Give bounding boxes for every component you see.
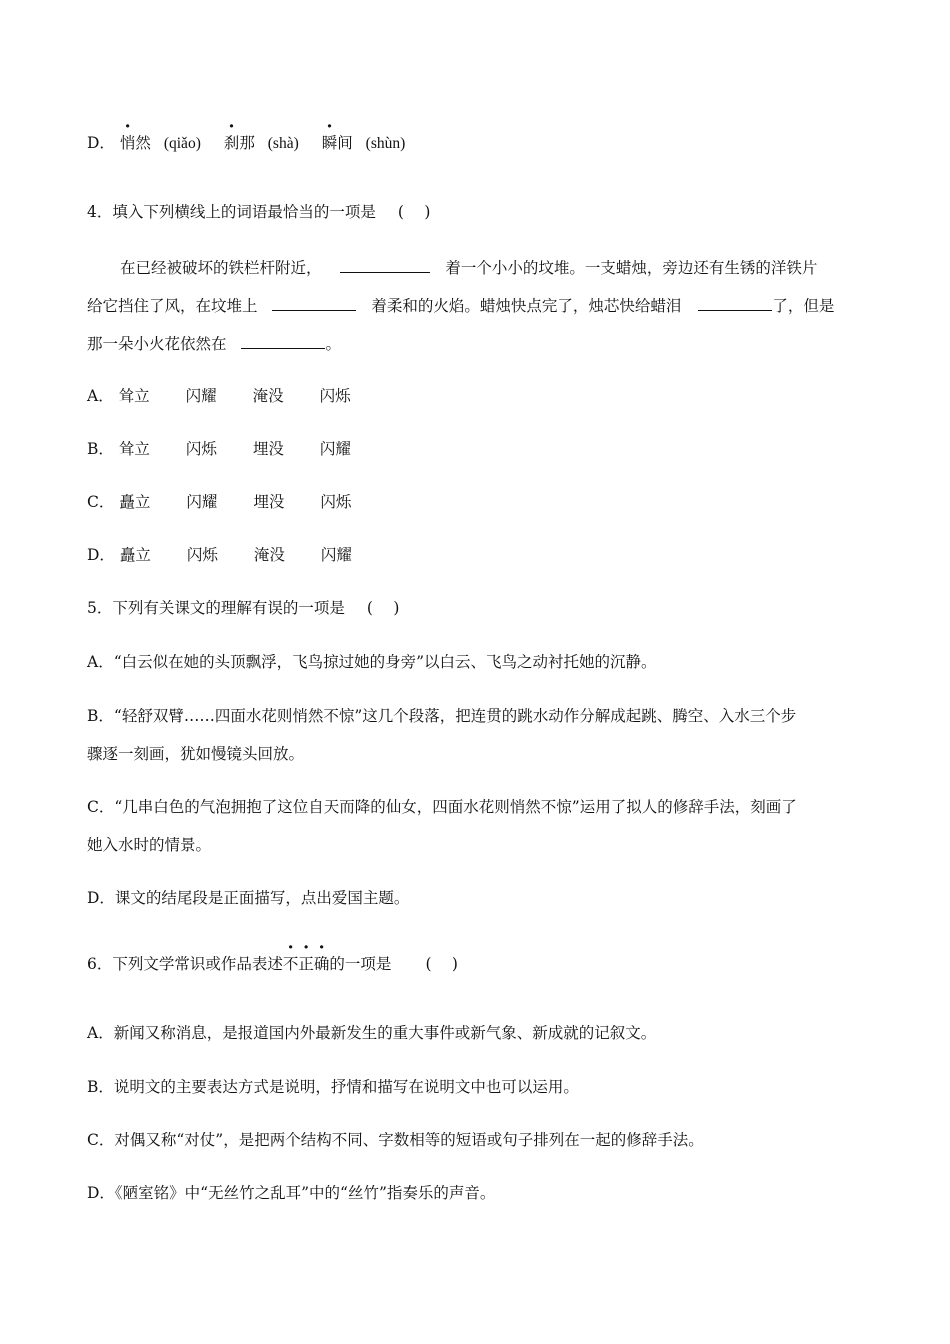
option-word: 淹没 xyxy=(253,546,285,564)
q6-option-c: C．对偶又称“对仗”，是把两个结构不同、字数相等的短语或句子排列在一起的修辞手法。 xyxy=(87,1131,704,1149)
option-label: C． xyxy=(87,493,115,511)
option-word: 淹没 xyxy=(252,387,284,405)
pinyin: (shà) xyxy=(267,135,299,152)
dotted-char: 不 xyxy=(282,955,299,973)
fill-blank xyxy=(698,294,772,311)
q5-option-c-line-1: C．“几串白色的气泡拥抱了这位自天而降的仙女，四面水花则悄然不惊”运用了拟人的修辞手法，刻画了 xyxy=(87,798,797,816)
q5-stem xyxy=(87,598,399,618)
option-word: 闪耀 xyxy=(185,387,217,405)
option-word: 耸立 xyxy=(118,440,150,458)
passage-text: 那一朵小火花依然在 xyxy=(87,335,227,353)
fill-blank xyxy=(340,256,430,273)
option-word: 耸立 xyxy=(118,387,150,405)
fill-blank xyxy=(241,332,325,349)
q3-option-d xyxy=(87,133,423,154)
q6-option-a: A．新闻又称消息，是报道国内外最新发生的重大事件或新气象、新成就的记叙文。 xyxy=(87,1024,657,1042)
q4-passage-line-3 xyxy=(87,332,341,354)
option-label: D． xyxy=(87,134,115,152)
passage-text: 着一个小小的坟堆。一支蜡烛，旁边还有生锈的洋铁片 xyxy=(445,259,818,277)
option-label: D． xyxy=(87,546,115,564)
option-word: 闪烁 xyxy=(186,546,218,564)
word-rest: 间 xyxy=(337,134,353,152)
dotted-char: 正 xyxy=(298,955,314,973)
option-word: 闪耀 xyxy=(320,546,352,564)
passage-text: 着柔和的火焰。蜡烛快点完了，烛芯快给蜡泪 xyxy=(371,297,682,315)
option-word: 闪耀 xyxy=(186,493,218,511)
pinyin: (qiǎo) xyxy=(163,135,201,152)
option-word: 埋没 xyxy=(253,493,285,511)
answer-paren: ( ) xyxy=(366,599,400,617)
option-word: 矗立 xyxy=(119,546,151,564)
word-rest: 那 xyxy=(239,134,255,152)
q5-option-b-line-1: B．“轻舒双臂……四面水花则悄然不惊”这几个段落，把连贯的跳水动作分解成起跳、腾空、入水三个步 xyxy=(87,707,797,725)
dotted-char: 悄 xyxy=(119,134,136,152)
option-word: 埋没 xyxy=(252,440,284,458)
option-word: 闪耀 xyxy=(319,440,351,458)
q6-option-b: B．说明文的主要表达方式是说明，抒情和描写在说明文中也可以运用。 xyxy=(87,1078,579,1096)
question-text: 5．下列有关课文的理解有误的一项是 xyxy=(87,599,345,617)
option-word: 闪烁 xyxy=(185,440,217,458)
q4-stem xyxy=(87,202,430,222)
dotted-char: 确 xyxy=(313,955,330,973)
option-word: 矗立 xyxy=(119,493,151,511)
q4-option-a xyxy=(87,386,387,406)
q6-option-d: D．《陋室铭》中“无丝竹之乱耳”中的“丝竹”指奏乐的声音。 xyxy=(87,1184,496,1202)
pinyin: (shùn) xyxy=(365,135,406,152)
option-label: B． xyxy=(87,440,114,458)
q4-option-c xyxy=(87,492,387,512)
option-label: A． xyxy=(87,387,114,405)
option-word: 闪烁 xyxy=(320,493,352,511)
q4-option-b xyxy=(87,439,387,459)
q5-option-b-line-2: 骤逐一刻画，犹如慢镜头回放。 xyxy=(87,745,305,763)
word-rest: 然 xyxy=(135,134,151,152)
question-text: 4．填入下列横线上的词语最恰当的一项是 xyxy=(87,203,376,221)
question-text: 的一项是 xyxy=(329,955,392,973)
q5-option-a: A．“白云似在她的头顶飘浮，飞鸟掠过她的身旁”以白云、飞鸟之动衬托她的沉静。 xyxy=(87,653,657,671)
dotted-char: 刹 xyxy=(223,134,240,152)
q5-option-d: D．课文的结尾段是正面描写，点出爱国主题。 xyxy=(87,889,410,907)
fill-blank xyxy=(272,294,356,311)
answer-paren: ( ) xyxy=(397,203,431,221)
passage-text: 在已经被破坏的铁栏杆附近， xyxy=(120,259,322,277)
q4-passage-line-2 xyxy=(87,294,834,316)
answer-paren: ( ) xyxy=(425,955,458,973)
q4-option-d xyxy=(87,545,388,565)
passage-text: 。 xyxy=(325,335,341,353)
passage-text: 给它挡住了风，在坟堆上 xyxy=(87,297,258,315)
dotted-char: 瞬 xyxy=(321,134,338,152)
q5-option-c-line-2: 她入水时的情景。 xyxy=(87,836,212,854)
q4-passage-line-1 xyxy=(120,256,817,278)
q6-stem xyxy=(87,954,458,974)
question-text: 6．下列文学常识或作品表述 xyxy=(87,955,283,973)
passage-text: 了，但是 xyxy=(772,297,835,315)
option-word: 闪烁 xyxy=(319,387,351,405)
